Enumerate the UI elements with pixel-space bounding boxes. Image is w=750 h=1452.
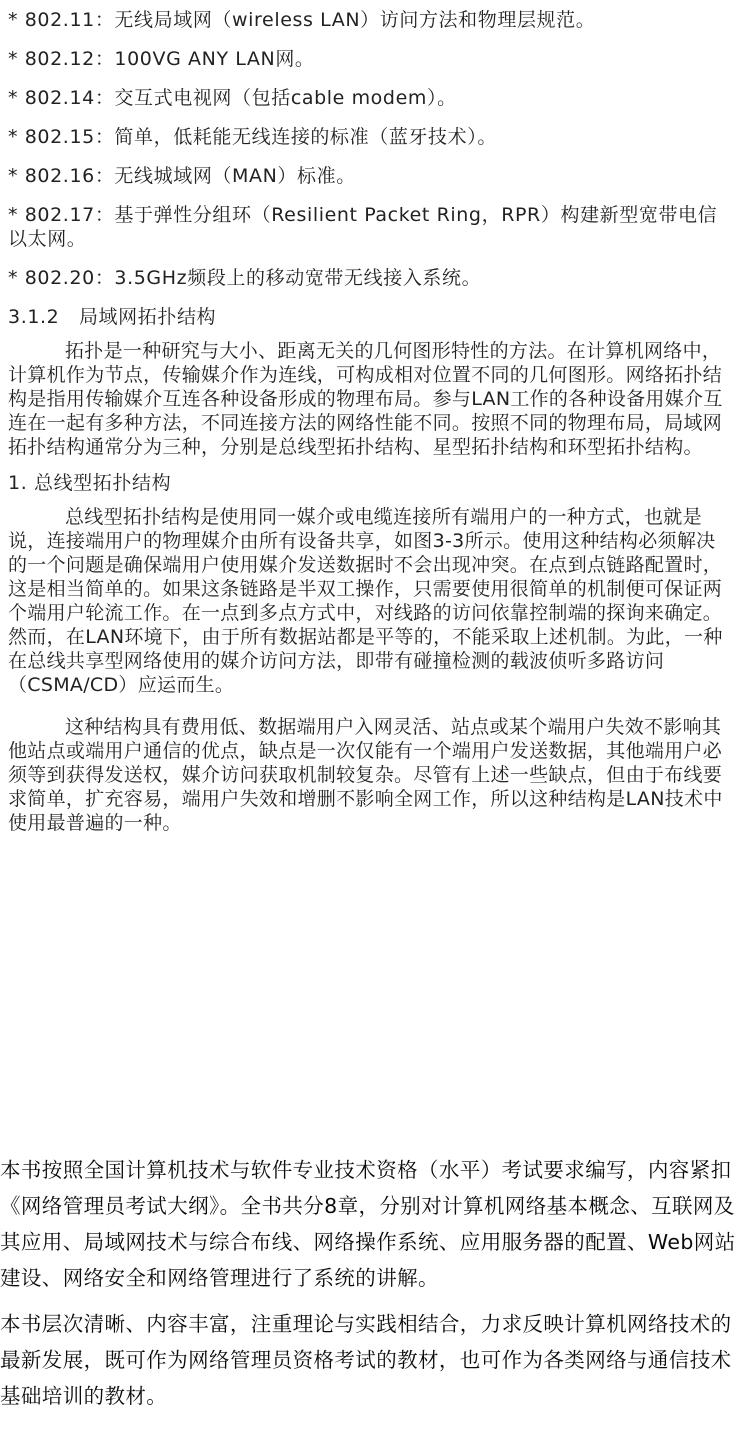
standard-item-802-11: * 802.11：无线局域网（wireless LAN）访问方法和物理层规范。 xyxy=(8,9,596,31)
standards-list xyxy=(8,8,733,290)
standard-item-802-16: * 802.16：无线城域网（MAN）标准。 xyxy=(8,165,356,187)
topology-intro-paragraph: 拓扑是一种研究与大小、距离无关的几何图形特性的方法。在计算机网络中，计算机作为节点，传输媒介作为连线，可构成相对位置不同的几何图形。网络拓扑结构是指用传输媒介互连各种设备形成的物理布局。参与LAN工作的各种设备用媒介互连在一起有多种方法，不同连接方法的网络性能不同。按照不同的物理布局，局域网拓扑结构通常分为三种，分别是总线型拓扑结构、星型拓扑结构和环型拓扑结构。 xyxy=(8,340,723,458)
standard-item-802-12: * 802.12：100VG ANY LAN网。 xyxy=(8,48,315,70)
subsection-heading: 1. 总线型拓扑结构 xyxy=(8,472,172,494)
standard-item-802-15: * 802.15：简单，低耗能无线连接的标准（蓝牙技术）。 xyxy=(8,126,497,148)
description-paragraph-2: 本书层次清晰、内容丰富，注重理论与实践相结合，力求反映计算机网络技术的最新发展，既可作为网络管理员资格考试的教材，也可作为各类网络与通信技术基础培训的教材。 xyxy=(0,1312,732,1408)
book-description xyxy=(0,1152,745,1424)
standard-item-802-14: * 802.14：交互式电视网（包括cable modem）。 xyxy=(8,87,457,109)
bus-topology-paragraph-2: 这种结构具有费用低、数据端用户入网灵活、站点或某个端用户失效不影响其他站点或端用户通信的优点，缺点是一次仅能有一个端用户发送数据，其他端用户必须等到获得发送权，媒介访问获取机制较复杂。尽管有上述一些缺点，但由于布线要求简单，扩充容易，端用户失效和增删不影响全网工作，所以这种结构是LAN技术中使用最普遍的一种。 xyxy=(8,716,723,834)
standard-item-802-17: * 802.17：基于弹性分组环（Resilient Packet Ring，RPR）构建新型宽带电信以太网。 xyxy=(8,204,718,250)
bus-topology-paragraph-1: 总线型拓扑结构是使用同一媒介或电缆连接所有端用户的一种方式，也就是说，连接端用户的物理媒介由所有设备共享，如图3-3所示。使用这种结构必须解决的一个问题是确保端用户使用媒介发送数据时不会出现冲突。在点到点链路配置时，这是相当简单的。如果这条链路是半双工操作，只需要使用很简单的机制便可保证两个端用户轮流工作。在一点到多点方式中，对线路的访问依靠控制端的探询来确定。然而，在LAN环境下，由于所有数据站都是平等的，不能采取上述机制。为此，一种在总线共享型网络使用的媒介访问方法，即带有碰撞检测的载波侦听多路访问（CSMA/CD）应运而生。 xyxy=(8,506,723,696)
book-excerpt xyxy=(8,8,733,847)
standard-item-802-20: * 802.20：3.5GHz频段上的移动宽带无线接入系统。 xyxy=(8,267,482,289)
section-heading: 3.1.2 局域网拓扑结构 xyxy=(8,306,217,328)
description-paragraph-1: 本书按照全国计算机技术与软件专业技术资格（水平）考试要求编写，内容紧扣《网络管理员考试大纲》。全书共分8章，分别对计算机网络基本概念、互联网及其应用、局域网技术与综合布线、网络操作系统、应用服务器的配置、Web网站建设、网络安全和网络管理进行了系统的讲解。 xyxy=(0,1158,736,1290)
